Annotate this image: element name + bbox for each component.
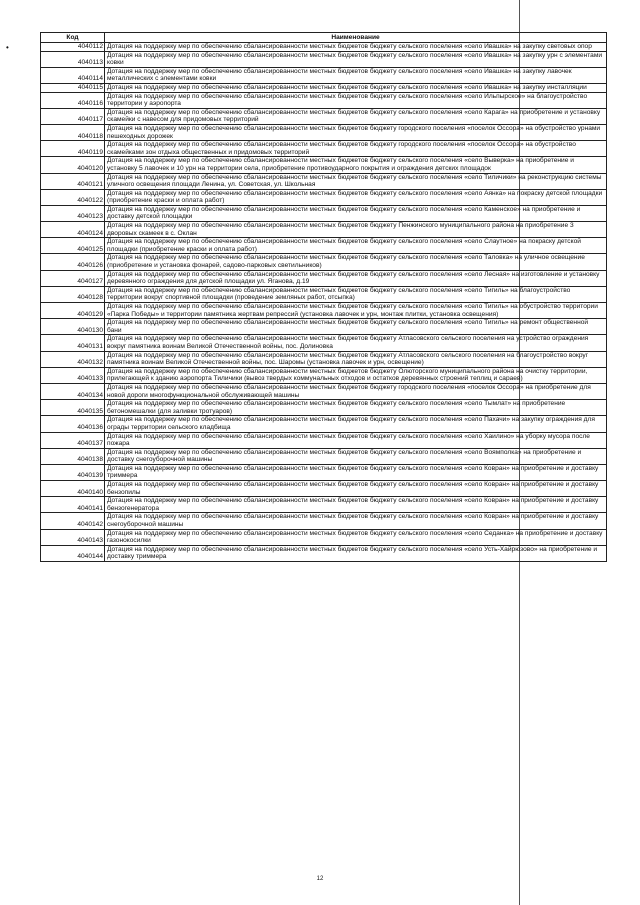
table-row (41, 205, 607, 221)
table-row (41, 222, 607, 238)
table-row (41, 481, 607, 497)
row-code: 4040114 (41, 67, 105, 83)
row-name: Дотация на поддержку мер по обеспечению сбалансированности местных бюджетов бюджету сельского поселения «село Воямполка» на приобретение и доставку снегоуборочной машины (105, 448, 607, 464)
row-code: 4040112 (41, 43, 105, 52)
table-row (41, 448, 607, 464)
row-code: 4040132 (41, 351, 105, 367)
table-row (41, 529, 607, 545)
row-code: 4040138 (41, 448, 105, 464)
row-name: Дотация на поддержку мер по обеспечению сбалансированности местных бюджетов бюджету сельского поселения «село Выверка» на приобретение и установку 5 лавочек и 10 урн на территории села, приобретение противоударного покрытия и ограждения детских площадок (105, 157, 607, 173)
row-code: 4040126 (41, 254, 105, 270)
table-row (41, 238, 607, 254)
table-row (41, 351, 607, 367)
row-code: 4040131 (41, 335, 105, 351)
row-code: 4040124 (41, 222, 105, 238)
row-code: 4040121 (41, 173, 105, 189)
budget-codes-table (40, 32, 607, 562)
row-name: Дотация на поддержку мер по обеспечению сбалансированности местных бюджетов бюджету сельского поселения «село Ивашка» на закупку урн с элементами ковки (105, 51, 607, 67)
row-code: 4040117 (41, 108, 105, 124)
row-code: 4040130 (41, 319, 105, 335)
row-name: Дотация на поддержку мер по обеспечению сбалансированности местных бюджетов бюджету сельского поселения «село Седанка» на приобретение и доставку газонокосилки (105, 529, 607, 545)
row-name: Дотация на поддержку мер по обеспечению сбалансированности местных бюджетов бюджету сельского поселения «село Каменское» на приобретение и доставку детской площадки (105, 205, 607, 221)
row-name: Дотация на поддержку мер по обеспечению сбалансированности местных бюджетов бюджету Олюторского муниципального района на очистку территории, прилегающей к зданию аэропорта Тиличики (вывоз твердых коммунальных отходов и остатков деревянных строений теплиц и сараев) (105, 367, 607, 383)
row-name: Дотация на поддержку мер по обеспечению сбалансированности местных бюджетов бюджету сельского поселения «село Тымлат» на приобретение бетономешалки (для заливки тротуаров) (105, 400, 607, 416)
table-row (41, 83, 607, 92)
row-name: Дотация на поддержку мер по обеспечению сбалансированности местных бюджетов бюджету городского поселения «поселок Оссора» на приобретение для новой дороги многофункциональной обслуживающей машины (105, 383, 607, 399)
row-name: Дотация на поддержку мер по обеспечению сбалансированности местных бюджетов бюджету сельского поселения «село Ильпырское» на благоустройство территории у аэропорта (105, 92, 607, 108)
row-code: 4040119 (41, 141, 105, 157)
row-code: 4040113 (41, 51, 105, 67)
row-code: 4040139 (41, 464, 105, 480)
page-mark: • (6, 43, 9, 52)
row-code: 4040143 (41, 529, 105, 545)
row-name: Дотация на поддержку мер по обеспечению сбалансированности местных бюджетов бюджету сельского поселения «село Усть-Хайрюзово» на приобретение и доставку триммера (105, 545, 607, 561)
table-row (41, 141, 607, 157)
table-row (41, 157, 607, 173)
table-row (41, 545, 607, 561)
row-code: 4040141 (41, 497, 105, 513)
row-name: Дотация на поддержку мер по обеспечению сбалансированности местных бюджетов бюджету сельского поселения «село Тигиль» на ремонт общественной бани (105, 319, 607, 335)
row-name: Дотация на поддержку мер по обеспечению сбалансированности местных бюджетов бюджету сельского поселения «село Тиличики» на реконструкцию системы уличного освещения площади Ленина, ул. Советская, ул. Школьная (105, 173, 607, 189)
row-name: Дотация на поддержку мер по обеспечению сбалансированности местных бюджетов бюджету сельского поселения «село Слаутное» на покраску детской площадки (приобретение краски и оплата работ) (105, 238, 607, 254)
table-row (41, 367, 607, 383)
row-name: Дотация на поддержку мер по обеспечению сбалансированности местных бюджетов бюджету сельского поселения «село Ковран» на приобретение и доставку снегоуборочной машины (105, 513, 607, 529)
table-row (41, 286, 607, 302)
row-code: 4040134 (41, 383, 105, 399)
row-code: 4040142 (41, 513, 105, 529)
row-name: Дотация на поддержку мер по обеспечению сбалансированности местных бюджетов бюджету сельского поселения «село Пахачи» на закупку ограждения для ограды территории сельского кладбища (105, 416, 607, 432)
row-name: Дотация на поддержку мер по обеспечению сбалансированности местных бюджетов бюджету сельского поселения «село Аянка» на покраску детской площадки (приобретение краски и оплата работ) (105, 189, 607, 205)
row-code: 4040116 (41, 92, 105, 108)
table-row (41, 303, 607, 319)
row-code: 4040129 (41, 303, 105, 319)
row-name: Дотация на поддержку мер по обеспечению сбалансированности местных бюджетов бюджету сельского поселения «село Карага» на приобретение и установку скамейки с навесом для придомовых территорий (105, 108, 607, 124)
row-name: Дотация на поддержку мер по обеспечению сбалансированности местных бюджетов бюджету Пенжинского муниципального района на приобретение 3 дворовых скамеек в с. Оклан (105, 222, 607, 238)
row-code: 4040136 (41, 416, 105, 432)
row-name: Дотация на поддержку мер по обеспечению сбалансированности местных бюджетов бюджету сельского поселения «село Ковран» на приобретение и доставку бензогенератора (105, 497, 607, 513)
table-row (41, 416, 607, 432)
row-code: 4040137 (41, 432, 105, 448)
table-row (41, 400, 607, 416)
row-name: Дотация на поддержку мер по обеспечению сбалансированности местных бюджетов бюджету городского поселения «поселок Оссора» на обустройство скамейками зон отдыха общественных и придомовых территорий (105, 141, 607, 157)
row-code: 4040122 (41, 189, 105, 205)
table-row (41, 67, 607, 83)
table-header-row (41, 33, 607, 43)
row-code: 4040144 (41, 545, 105, 561)
row-code: 4040133 (41, 367, 105, 383)
table-row (41, 319, 607, 335)
table-row (41, 92, 607, 108)
table-row (41, 173, 607, 189)
row-name: Дотация на поддержку мер по обеспечению сбалансированности местных бюджетов бюджету сельского поселения «село Тигиль» на обустройство территории «Парка Победы» и территории памятника жертвам репрессий (установка лавочек и урн, монтаж плитки, установка освещения) (105, 303, 607, 319)
row-name: Дотация на поддержку мер по обеспечению сбалансированности местных бюджетов бюджету сельского поселения «село Ивашка» на закупку световых опор (105, 43, 607, 52)
row-name: Дотация на поддержку мер по обеспечению сбалансированности местных бюджетов бюджету сельского поселения «село Ивашка» на закупку лавочек металлических с элементами ковки (105, 67, 607, 83)
table-body (41, 43, 607, 562)
row-name: Дотация на поддержку мер по обеспечению сбалансированности местных бюджетов бюджету Атласовского сельского поселения на благоустройство вокруг памятника воинам Великой Отечественной войны, пос. Шаромы (установка лавочек и урн, освещение) (105, 351, 607, 367)
table-row (41, 270, 607, 286)
row-code: 4040120 (41, 157, 105, 173)
table-row (41, 513, 607, 529)
row-name: Дотация на поддержку мер по обеспечению сбалансированности местных бюджетов бюджету Атласовского сельского поселения на устройство ограждения вокруг памятника воинам Великой Отечественной войны, пос. Долиновка (105, 335, 607, 351)
row-name: Дотация на поддержку мер по обеспечению сбалансированности местных бюджетов бюджету сельского поселения «село Таловка» на уличное освещение (приобретение и установка фонарей, садово-парковых светильников) (105, 254, 607, 270)
page-number: 12 (316, 876, 324, 882)
row-code: 4040127 (41, 270, 105, 286)
row-name: Дотация на поддержку мер по обеспечению сбалансированности местных бюджетов бюджету сельского поселения «село Ковран» на приобретение и доставку бензопилы (105, 481, 607, 497)
table-row (41, 497, 607, 513)
row-code: 4040118 (41, 124, 105, 140)
table-row (41, 108, 607, 124)
table-row (41, 189, 607, 205)
table-row (41, 51, 607, 67)
row-code: 4040140 (41, 481, 105, 497)
table-row (41, 335, 607, 351)
row-name: Дотация на поддержку мер по обеспечению сбалансированности местных бюджетов бюджету сельского поселения «село Ковран» на приобретение и доставку триммера (105, 464, 607, 480)
row-code: 4040123 (41, 205, 105, 221)
table-row (41, 464, 607, 480)
table-row (41, 383, 607, 399)
row-name: Дотация на поддержку мер по обеспечению сбалансированности местных бюджетов бюджету городского поселения «поселок Оссора» на обустройство урнами пешеходных дорожек (105, 124, 607, 140)
table-row (41, 254, 607, 270)
header-code: Код (41, 33, 105, 43)
row-code: 4040128 (41, 286, 105, 302)
row-name: Дотация на поддержку мер по обеспечению сбалансированности местных бюджетов бюджету сельского поселения «село Ивашка» на закупку инсталляции (105, 83, 607, 92)
row-name: Дотация на поддержку мер по обеспечению сбалансированности местных бюджетов бюджету сельского поселения «село Тигиль» на благоустройство территории вокруг спортивной площадки (проведение земляных работ, отсыпка) (105, 286, 607, 302)
row-code: 4040125 (41, 238, 105, 254)
table-row (41, 43, 607, 52)
row-name: Дотация на поддержку мер по обеспечению сбалансированности местных бюджетов бюджету сельского поселения «село Хаилино» на уборку мусора после пожара (105, 432, 607, 448)
row-code: 4040115 (41, 83, 105, 92)
table-row (41, 432, 607, 448)
header-name: Наименование (105, 33, 607, 43)
row-code: 4040135 (41, 400, 105, 416)
table-row (41, 124, 607, 140)
row-name: Дотация на поддержку мер по обеспечению сбалансированности местных бюджетов бюджету сельского поселения «село Лесная» на изготовление и установку деревянного ограждения для детской площадки ул. Яганова, д.19 (105, 270, 607, 286)
